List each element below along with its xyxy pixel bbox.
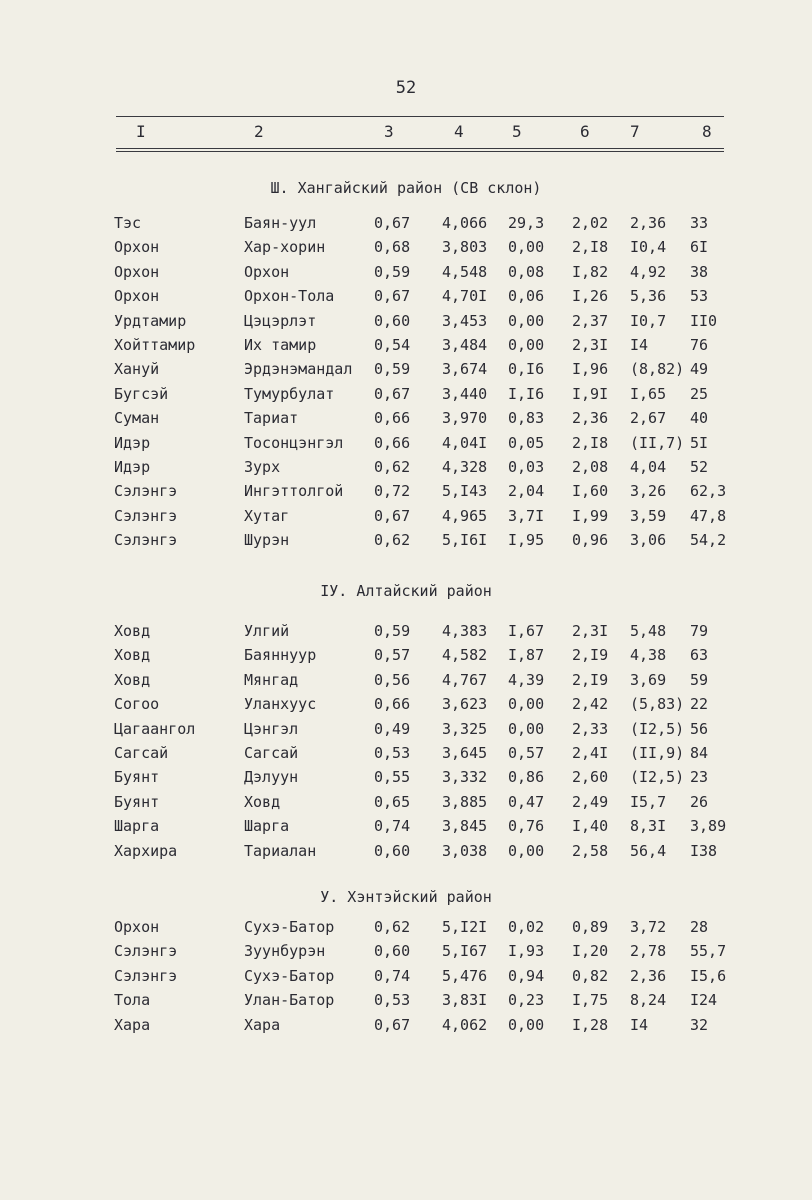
cell-col8: I38: [690, 841, 718, 860]
table-row: [0, 409, 812, 433]
cell-col5: 0,00: [508, 336, 545, 354]
cell-river: Хануй: [114, 360, 160, 379]
cell-col4: 4,582: [442, 646, 488, 665]
cell-col8: 52: [690, 458, 709, 476]
cell-col3: 0,67: [374, 287, 411, 306]
cell-station: Цэнгэл: [244, 719, 299, 738]
cell-col6: 2,3I: [572, 336, 609, 354]
cell-col4: 3,645: [442, 744, 488, 762]
column-header-5: 5: [512, 122, 522, 141]
cell-col5: 0,00: [508, 1015, 545, 1034]
cell-col4: 5,I2I: [442, 918, 488, 936]
table-row: [0, 336, 812, 360]
cell-river: Идэр: [114, 433, 151, 452]
cell-col3: 0,67: [374, 214, 411, 232]
cell-col6: 2,60: [572, 768, 609, 787]
cell-station: Сухэ-Батор: [244, 966, 335, 985]
table-row: [0, 744, 812, 768]
cell-col7: (I2,5): [630, 768, 685, 787]
cell-col4: 3,440: [442, 384, 488, 403]
cell-river: Орхон: [114, 287, 160, 306]
cell-col4: 3,325: [442, 719, 488, 738]
cell-river: Тэс: [114, 214, 142, 232]
cell-col5: 3,7I: [508, 506, 545, 525]
cell-col4: 5,476: [442, 966, 488, 985]
table-row: [0, 991, 812, 1015]
cell-station: Хар-хорин: [244, 238, 326, 257]
table-row: [0, 793, 812, 817]
cell-col4: 4,70I: [442, 287, 488, 306]
cell-station: Улгий: [244, 622, 290, 640]
cell-col7: I4: [630, 336, 649, 354]
cell-col6: 2,49: [572, 792, 609, 811]
cell-col7: 8,24: [630, 991, 667, 1010]
column-header-2: 2: [254, 122, 264, 141]
cell-col4: 4,328: [442, 458, 488, 476]
cell-col8: 84: [690, 744, 709, 762]
cell-river: Идэр: [114, 458, 151, 476]
cell-col4: 4,383: [442, 622, 488, 640]
cell-col7: 4,38: [630, 646, 667, 665]
cell-col5: 0,00: [508, 695, 545, 714]
cell-col6: 2,I9: [572, 670, 609, 689]
table-row: [0, 817, 812, 841]
cell-river: Буянт: [114, 768, 160, 787]
cell-col6: I,99: [572, 506, 609, 525]
cell-col4: 3,845: [442, 817, 488, 836]
cell-col7: 2,78: [630, 942, 667, 961]
cell-col8: 79: [690, 622, 709, 640]
cell-station: Ховд: [244, 792, 281, 811]
cell-col3: 0,72: [374, 482, 411, 501]
table-row: [0, 263, 812, 287]
cell-col8: 76: [690, 336, 709, 354]
cell-col4: 3,484: [442, 336, 488, 354]
cell-col7: I5,7: [630, 792, 667, 811]
cell-col4: 3,453: [442, 311, 488, 330]
cell-station: Шурэн: [244, 531, 290, 550]
cell-col3: 0,67: [374, 1015, 411, 1034]
cell-col4: 5,I6I: [442, 531, 488, 550]
cell-col6: 2,36: [572, 409, 609, 428]
cell-col5: I,95: [508, 531, 545, 550]
section-title: IУ. Алтайский район: [320, 582, 492, 600]
cell-col3: 0,67: [374, 506, 411, 525]
cell-col5: 2,04: [508, 482, 545, 501]
cell-station: Орхон: [244, 262, 290, 281]
cell-col7: 2,36: [630, 214, 667, 232]
cell-col7: 3,69: [630, 670, 667, 689]
cell-col5: 0,02: [508, 918, 545, 936]
cell-river: Сэлэнгэ: [114, 966, 178, 985]
cell-col6: 2,08: [572, 458, 609, 476]
cell-station: Тариат: [244, 409, 299, 428]
table-row: [0, 1016, 812, 1040]
table-row: [0, 768, 812, 792]
cell-station: Сухэ-Батор: [244, 918, 335, 936]
cell-col4: 4,066: [442, 214, 488, 232]
cell-col5: 0,00: [508, 238, 545, 257]
cell-river: Урдтамир: [114, 311, 187, 330]
cell-station: Хутаг: [244, 506, 290, 525]
cell-col3: 0,59: [374, 262, 411, 281]
cell-col3: 0,55: [374, 768, 411, 787]
cell-col5: 0,47: [508, 792, 545, 811]
cell-col4: 5,I43: [442, 482, 488, 501]
cell-col7: 3,26: [630, 482, 667, 501]
cell-col4: 3,803: [442, 238, 488, 257]
cell-col7: (5,83): [630, 695, 685, 714]
section-title: Ш. Хангайский район (СВ склон): [270, 179, 542, 197]
cell-col8: 55,7: [690, 942, 727, 961]
table-row: [0, 842, 812, 866]
table-row: [0, 385, 812, 409]
cell-station: Цэцэрлэт: [244, 311, 317, 330]
cell-station: Мянгад: [244, 670, 299, 689]
cell-col6: I,9I: [572, 384, 609, 403]
cell-river: Тола: [114, 991, 151, 1010]
header-rule-bottom-2: [116, 151, 724, 152]
cell-col7: 5,36: [630, 287, 667, 306]
cell-col8: 26: [690, 792, 709, 811]
cell-station: Баяннуур: [244, 646, 317, 665]
cell-river: Буянт: [114, 792, 160, 811]
cell-col3: 0,60: [374, 942, 411, 961]
cell-river: Сэлэнгэ: [114, 531, 178, 550]
cell-col3: 0,62: [374, 531, 411, 550]
cell-col8: 5I: [690, 433, 709, 452]
cell-col7: I0,7: [630, 311, 667, 330]
cell-col4: 4,04I: [442, 433, 488, 452]
cell-river: Сэлэнгэ: [114, 482, 178, 501]
cell-station: Дэлуун: [244, 768, 299, 787]
cell-col6: 2,33: [572, 719, 609, 738]
cell-col3: 0,68: [374, 238, 411, 257]
cell-col6: I,60: [572, 482, 609, 501]
cell-col5: 0,83: [508, 409, 545, 428]
cell-station: Баян-уул: [244, 214, 317, 232]
cell-col7: 4,04: [630, 458, 667, 476]
table-row: [0, 622, 812, 646]
cell-col3: 0,56: [374, 670, 411, 689]
cell-col7: 8,3I: [630, 817, 667, 836]
table-row: [0, 531, 812, 555]
cell-col6: I,26: [572, 287, 609, 306]
table-row: [0, 671, 812, 695]
cell-col7: 3,72: [630, 918, 667, 936]
cell-col3: 0,67: [374, 384, 411, 403]
table-row: [0, 646, 812, 670]
cell-col7: (8,82): [630, 360, 685, 379]
cell-col7: 2,67: [630, 409, 667, 428]
cell-col6: 2,37: [572, 311, 609, 330]
cell-col5: 0,08: [508, 262, 545, 281]
cell-col5: 0,94: [508, 966, 545, 985]
table-row: [0, 287, 812, 311]
cell-river: Хойттамир: [114, 336, 196, 354]
cell-col5: 0,00: [508, 719, 545, 738]
cell-col3: 0,53: [374, 991, 411, 1010]
header-rule-bottom: [116, 148, 724, 149]
cell-col6: 2,4I: [572, 744, 609, 762]
cell-col8: I24: [690, 991, 718, 1010]
cell-col8: 62,3: [690, 482, 727, 501]
cell-station: Зурх: [244, 458, 281, 476]
cell-col7: I4: [630, 1015, 649, 1034]
cell-col8: 22: [690, 695, 709, 714]
cell-col7: (II,7): [630, 433, 685, 452]
cell-river: Орхон: [114, 238, 160, 257]
cell-col4: 3,332: [442, 768, 488, 787]
cell-col8: 33: [690, 214, 709, 232]
cell-col6: 0,96: [572, 531, 609, 550]
cell-col5: 29,3: [508, 214, 545, 232]
cell-river: Хара: [114, 1015, 151, 1034]
cell-col3: 0,66: [374, 409, 411, 428]
cell-river: Ховд: [114, 646, 151, 665]
cell-col5: 0,03: [508, 458, 545, 476]
cell-col8: 47,8: [690, 506, 727, 525]
cell-col7: 3,06: [630, 531, 667, 550]
cell-col6: I,40: [572, 817, 609, 836]
cell-col6: 2,3I: [572, 622, 609, 640]
cell-col7: 5,48: [630, 622, 667, 640]
table-row: [0, 695, 812, 719]
cell-col8: 40: [690, 409, 709, 428]
table-row: [0, 214, 812, 238]
cell-station: Тариалан: [244, 841, 317, 860]
cell-station: Их тамир: [244, 336, 317, 354]
cell-col8: 59: [690, 670, 709, 689]
cell-col5: 0,00: [508, 311, 545, 330]
cell-station: Сагсай: [244, 744, 299, 762]
cell-col3: 0,54: [374, 336, 411, 354]
cell-col5: 0,00: [508, 841, 545, 860]
cell-col8: 28: [690, 918, 709, 936]
cell-col4: 4,062: [442, 1015, 488, 1034]
cell-station: Тосонцэнгэл: [244, 433, 344, 452]
cell-river: Сэлэнгэ: [114, 506, 178, 525]
cell-col3: 0,66: [374, 695, 411, 714]
cell-col6: I,75: [572, 991, 609, 1010]
cell-river: Ховд: [114, 670, 151, 689]
cell-col8: 23: [690, 768, 709, 787]
column-header-8: 8: [702, 122, 712, 141]
cell-col4: 3,970: [442, 409, 488, 428]
table-row: [0, 482, 812, 506]
cell-col6: I,20: [572, 942, 609, 961]
table-row: [0, 458, 812, 482]
cell-station: Тумурбулат: [244, 384, 335, 403]
cell-col3: 0,49: [374, 719, 411, 738]
column-header-6: 6: [580, 122, 590, 141]
cell-col3: 0,57: [374, 646, 411, 665]
cell-col5: 0,05: [508, 433, 545, 452]
cell-station: Ингэттолгой: [244, 482, 344, 501]
cell-col5: 4,39: [508, 670, 545, 689]
cell-river: Сэлэнгэ: [114, 942, 178, 961]
cell-col8: I5,6: [690, 966, 727, 985]
cell-river: Суман: [114, 409, 160, 428]
cell-col8: 53: [690, 287, 709, 306]
cell-station: Эрдэнэмандал: [244, 360, 353, 379]
cell-col3: 0,66: [374, 433, 411, 452]
cell-col7: (I2,5): [630, 719, 685, 738]
cell-col5: 0,06: [508, 287, 545, 306]
section-title: У. Хэнтэйский район: [320, 888, 492, 906]
cell-col4: 3,885: [442, 792, 488, 811]
table-row: [0, 918, 812, 942]
cell-col6: I,96: [572, 360, 609, 379]
cell-col5: I,93: [508, 942, 545, 961]
table-row: [0, 238, 812, 262]
cell-col4: 3,623: [442, 695, 488, 714]
cell-river: Орхон: [114, 918, 160, 936]
cell-river: Сагсай: [114, 744, 169, 762]
cell-col3: 0,62: [374, 458, 411, 476]
cell-river: Шарга: [114, 817, 160, 836]
cell-col4: 4,548: [442, 262, 488, 281]
cell-col4: 4,767: [442, 670, 488, 689]
table-row: [0, 942, 812, 966]
cell-col7: I,65: [630, 384, 667, 403]
cell-col3: 0,74: [374, 817, 411, 836]
cell-col7: 3,59: [630, 506, 667, 525]
cell-station: Улан-Батор: [244, 991, 335, 1010]
cell-col4: 3,674: [442, 360, 488, 379]
table-row: [0, 360, 812, 384]
cell-col5: 0,76: [508, 817, 545, 836]
table-row: [0, 434, 812, 458]
cell-col6: 2,58: [572, 841, 609, 860]
page-number: 52: [395, 78, 417, 98]
cell-river: Ховд: [114, 622, 151, 640]
cell-station: Шарга: [244, 817, 290, 836]
cell-river: Согоо: [114, 695, 160, 714]
cell-station: Зуунбурэн: [244, 942, 326, 961]
cell-col8: 63: [690, 646, 709, 665]
cell-station: Орхон-Тола: [244, 287, 335, 306]
cell-col3: 0,59: [374, 622, 411, 640]
cell-col8: 6I: [690, 238, 709, 257]
cell-col8: 49: [690, 360, 709, 379]
cell-col6: 2,42: [572, 695, 609, 714]
cell-col5: I,67: [508, 622, 545, 640]
table-row: [0, 720, 812, 744]
cell-col5: 0,I6: [508, 360, 545, 379]
cell-col4: 3,038: [442, 841, 488, 860]
cell-col5: 0,86: [508, 768, 545, 787]
cell-col4: 3,83I: [442, 991, 488, 1010]
column-header-4: 4: [454, 122, 464, 141]
cell-col8: II0: [690, 311, 718, 330]
cell-col6: 2,02: [572, 214, 609, 232]
cell-col6: I,82: [572, 262, 609, 281]
cell-col6: 2,I9: [572, 646, 609, 665]
cell-col8: 25: [690, 384, 709, 403]
cell-col7: 2,36: [630, 966, 667, 985]
cell-col6: 0,82: [572, 966, 609, 985]
cell-col3: 0,65: [374, 792, 411, 811]
cell-col5: I,87: [508, 646, 545, 665]
cell-col5: 0,57: [508, 744, 545, 762]
cell-col8: 32: [690, 1015, 709, 1034]
cell-col7: 4,92: [630, 262, 667, 281]
header-rule-top: [116, 116, 724, 117]
cell-col8: 3,89: [690, 817, 727, 836]
cell-col6: 2,I8: [572, 433, 609, 452]
cell-station: Хара: [244, 1015, 281, 1034]
cell-col4: 5,I67: [442, 942, 488, 961]
table-row: [0, 507, 812, 531]
cell-col5: 0,23: [508, 991, 545, 1010]
cell-col3: 0,62: [374, 918, 411, 936]
column-header-3: 3: [384, 122, 394, 141]
cell-col3: 0,53: [374, 744, 411, 762]
cell-col7: I0,4: [630, 238, 667, 257]
cell-col6: I,28: [572, 1015, 609, 1034]
cell-river: Бугсэй: [114, 384, 169, 403]
table-row: [0, 967, 812, 991]
cell-col8: 56: [690, 719, 709, 738]
cell-col3: 0,60: [374, 841, 411, 860]
column-header-7: 7: [630, 122, 640, 141]
cell-river: Хархира: [114, 841, 178, 860]
cell-col7: (II,9): [630, 744, 685, 762]
cell-col6: 2,I8: [572, 238, 609, 257]
table-row: [0, 312, 812, 336]
column-header-1: I: [136, 122, 146, 141]
cell-station: Уланхуус: [244, 695, 317, 714]
cell-col8: 54,2: [690, 531, 727, 550]
cell-col3: 0,74: [374, 966, 411, 985]
cell-river: Орхон: [114, 262, 160, 281]
cell-col7: 56,4: [630, 841, 667, 860]
cell-col8: 38: [690, 262, 709, 281]
cell-river: Цагаангол: [114, 719, 196, 738]
cell-col6: 0,89: [572, 918, 609, 936]
cell-col5: I,I6: [508, 384, 545, 403]
cell-col3: 0,59: [374, 360, 411, 379]
cell-col4: 4,965: [442, 506, 488, 525]
cell-col3: 0,60: [374, 311, 411, 330]
